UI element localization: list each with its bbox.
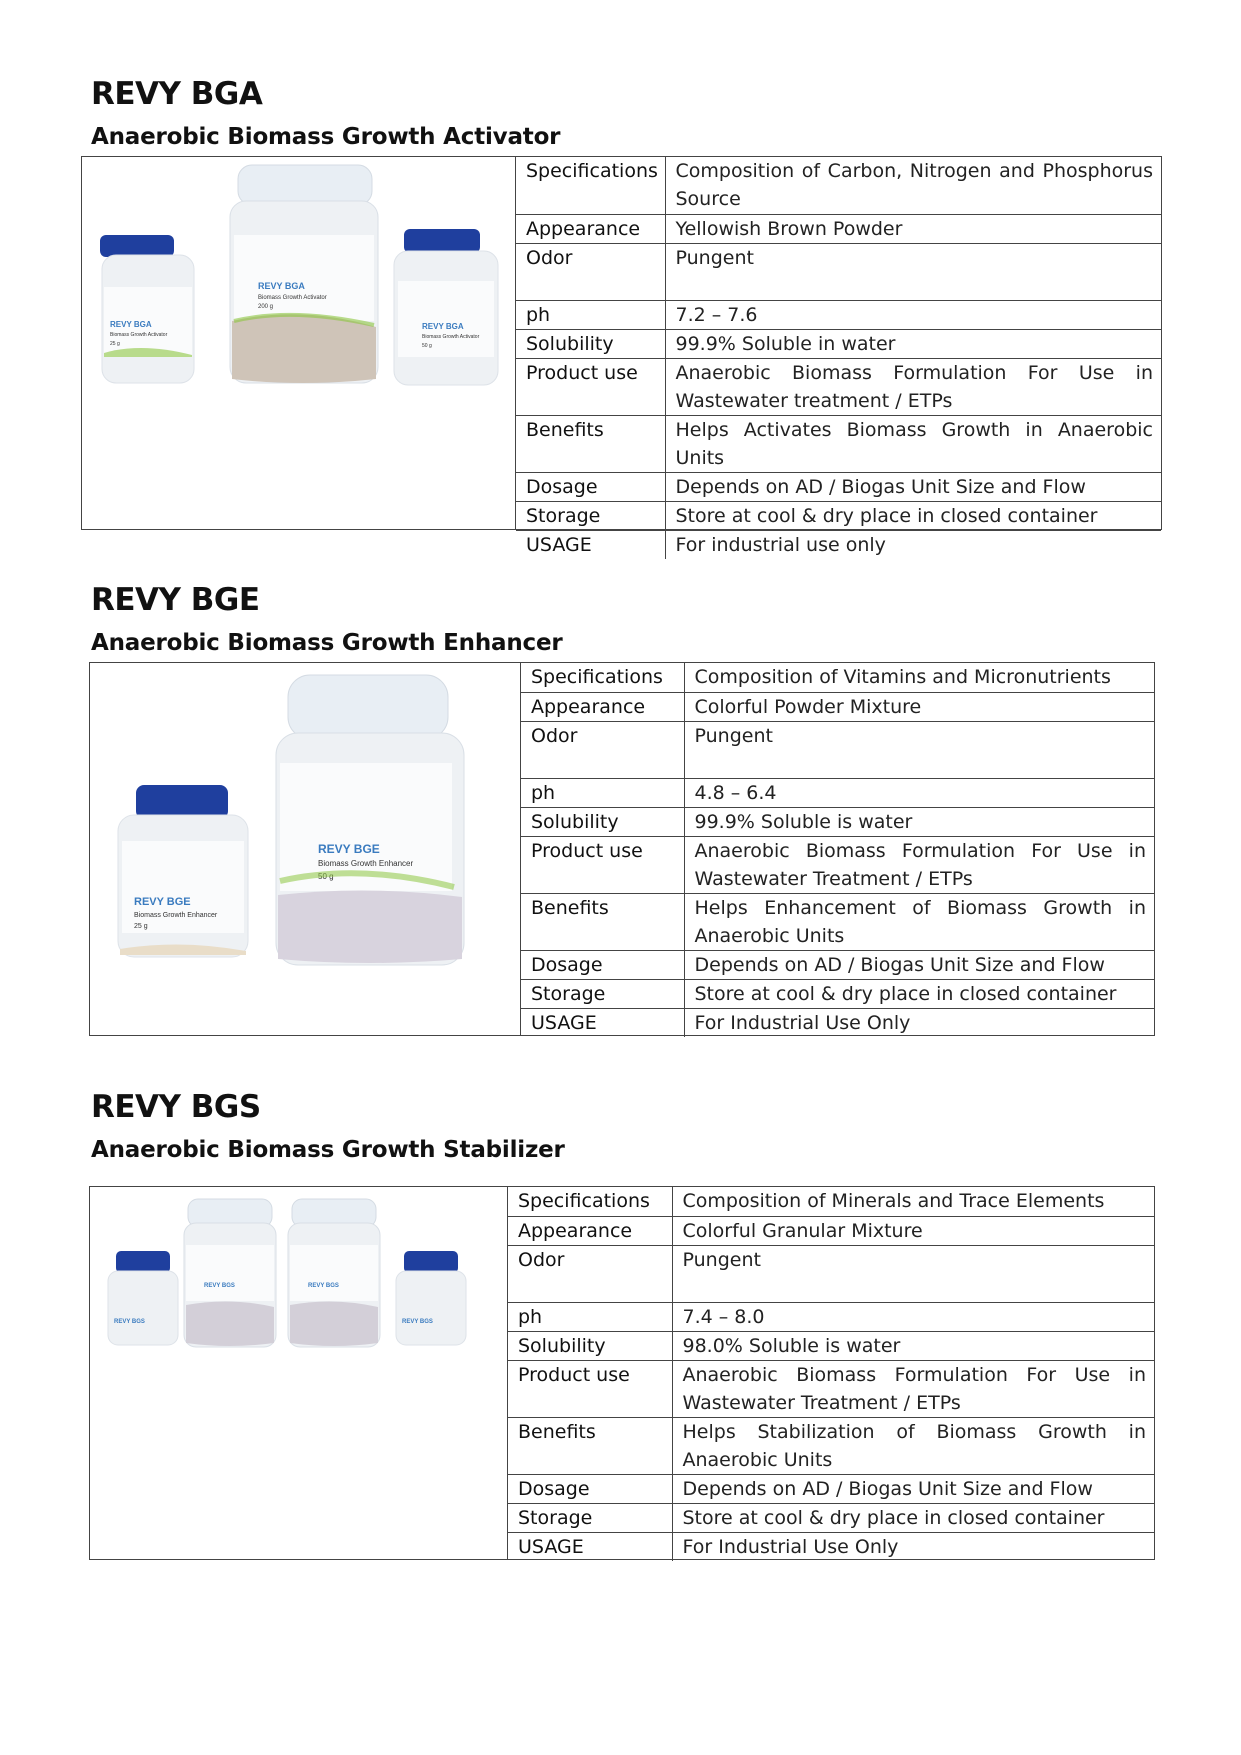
spec-row: Storage Store at cool & dry place in closed container: [521, 979, 1154, 1008]
spec-table: [508, 1187, 1154, 1561]
svg-text:Biomass Growth Activator: Biomass Growth Activator: [258, 295, 327, 301]
product-subtitle: Anaerobic Biomass Growth Enhancer: [91, 630, 563, 656]
spec-row: ph 7.4 – 8.0: [508, 1302, 1154, 1331]
product-jars-illustration: [90, 663, 519, 1035]
spec-table: [516, 157, 1161, 559]
product-image: [90, 663, 521, 1035]
jar-label-text: REVY BGA: [258, 281, 305, 291]
jar-b: [184, 1199, 276, 1347]
svg-text:50 g: 50 g: [422, 343, 432, 349]
svg-text:25 g: 25 g: [110, 341, 120, 347]
jar-label-text: REVY BGS: [308, 1283, 339, 1289]
small-jar: [100, 235, 194, 383]
spec-row: Specifications Composition of Minerals and Trace Elements: [508, 1187, 1154, 1216]
spec-row: Appearance Yellowish Brown Powder: [516, 214, 1161, 243]
jar-label-text: REVY BGE: [134, 896, 191, 908]
spec-row: Appearance Colorful Granular Mixture: [508, 1216, 1154, 1245]
product-title: REVY BGE: [91, 582, 260, 618]
jar-label-text: REVY BGA: [110, 320, 152, 329]
spec-row: ph 4.8 – 6.4: [521, 778, 1154, 807]
product-jars-illustration: [82, 157, 514, 529]
spec-row: USAGE For Industrial Use Only: [508, 1532, 1154, 1561]
product-spec-box: [81, 156, 1162, 556]
spec-row: Product use Anaerobic Biomass Formulation For Use in Wastewater treatment / ETPs: [516, 358, 1161, 415]
jar-label-text: REVY BGS: [402, 1319, 433, 1325]
spec-row: ph 7.2 – 7.6: [516, 300, 1161, 329]
spec-row: Solubility 98.0% Soluble is water: [508, 1331, 1154, 1360]
product-title: REVY BGA: [91, 76, 263, 112]
product-spec-box: [89, 662, 1155, 1036]
spec-row: Odor Pungent: [521, 721, 1154, 778]
svg-text:Biomass Growth Enhancer: Biomass Growth Enhancer: [134, 912, 218, 919]
jar-d: [396, 1251, 466, 1345]
product-spec-box: [89, 1186, 1155, 1560]
jar-label-text: REVY BGA: [422, 322, 464, 331]
spec-row: Odor Pungent: [516, 243, 1161, 300]
jar-c: [288, 1199, 380, 1347]
jar-label-text: REVY BGS: [204, 1283, 235, 1289]
jar-label-text: REVY BGS: [114, 1319, 145, 1325]
product-title: REVY BGS: [91, 1089, 261, 1125]
spec-row: Dosage Depends on AD / Biogas Unit Size and Flow: [521, 950, 1154, 979]
spec-row: Storage Store at cool & dry place in closed container: [508, 1503, 1154, 1532]
spec-row: Solubility 99.9% Soluble in water: [516, 329, 1161, 358]
spec-row: Dosage Depends on AD / Biogas Unit Size and Flow: [516, 472, 1161, 501]
large-jar: [230, 165, 378, 383]
right-jar: [394, 229, 498, 385]
spec-row: Product use Anaerobic Biomass Formulation For Use in Wastewater Treatment / ETPs: [508, 1360, 1154, 1417]
spec-row: Specifications Composition of Vitamins and Micronutrients: [521, 663, 1154, 692]
large-jar: [276, 675, 464, 965]
spec-row: Benefits Helps Stabilization of Biomass Growth in Anaerobic Units: [508, 1417, 1154, 1474]
svg-text:200 g: 200 g: [258, 304, 274, 310]
product-image: [82, 157, 516, 529]
spec-row: USAGE For Industrial Use Only: [521, 1008, 1154, 1037]
svg-text:Biomass Growth Enhancer: Biomass Growth Enhancer: [318, 859, 414, 868]
svg-text:25 g: 25 g: [134, 923, 148, 930]
product-jars-illustration: [90, 1187, 506, 1559]
spec-row: USAGE For industrial use only: [516, 530, 1161, 559]
spec-table: [521, 663, 1154, 1037]
spec-row: Solubility 99.9% Soluble is water: [521, 807, 1154, 836]
jar-label-text: REVY BGE: [318, 842, 380, 856]
svg-text:Biomass Growth Activator: Biomass Growth Activator: [110, 332, 168, 338]
product-subtitle: Anaerobic Biomass Growth Activator: [91, 124, 561, 150]
spec-row: Dosage Depends on AD / Biogas Unit Size and Flow: [508, 1474, 1154, 1503]
spec-row: Storage Store at cool & dry place in closed container: [516, 501, 1161, 530]
svg-text:50 g: 50 g: [318, 872, 334, 881]
spec-row: Benefits Helps Activates Biomass Growth in Anaerobic Units: [516, 415, 1161, 472]
product-subtitle: Anaerobic Biomass Growth Stabilizer: [91, 1137, 565, 1163]
jar-a: [108, 1251, 178, 1345]
spec-row: Appearance Colorful Powder Mixture: [521, 692, 1154, 721]
small-jar: [118, 785, 248, 957]
spec-row: Specifications Composition of Carbon, Nitrogen and Phosphorus Source: [516, 157, 1161, 214]
product-image: [90, 1187, 508, 1559]
spec-row: Odor Pungent: [508, 1245, 1154, 1302]
svg-text:Biomass Growth Activator: Biomass Growth Activator: [422, 334, 480, 340]
spec-row: Benefits Helps Enhancement of Biomass Growth in Anaerobic Units: [521, 893, 1154, 950]
spec-row: Product use Anaerobic Biomass Formulation For Use in Wastewater Treatment / ETPs: [521, 836, 1154, 893]
